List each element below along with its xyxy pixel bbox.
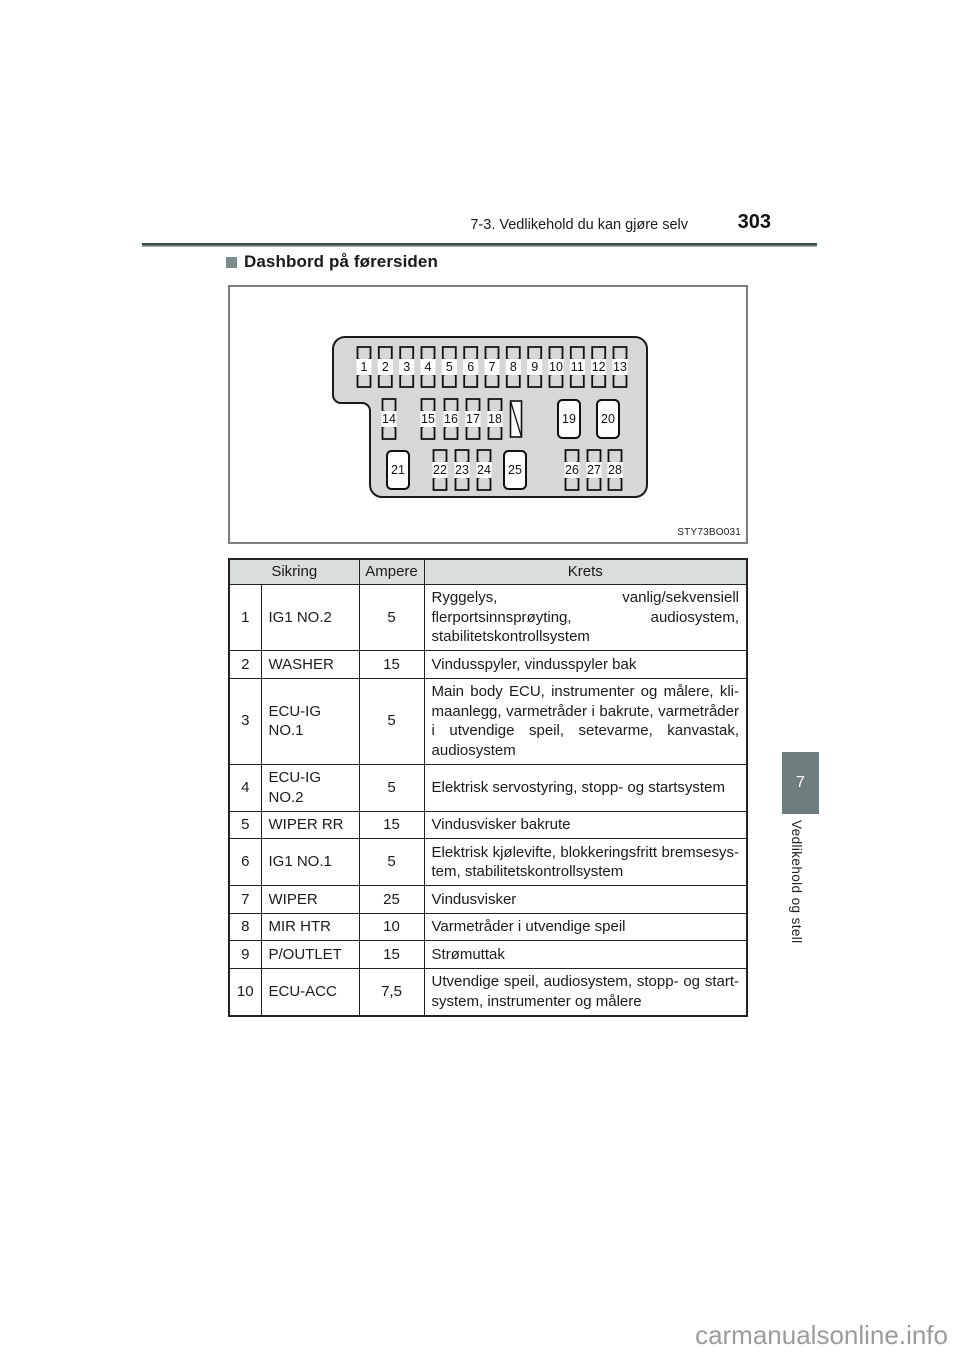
- fuse-name: WASHER: [261, 651, 359, 679]
- fuse-slot-number: 16: [444, 412, 458, 426]
- fuse-ampere: 25: [359, 886, 424, 914]
- fuse-slot-number: 13: [613, 360, 627, 374]
- table-row: [229, 968, 747, 1016]
- fuse-slot-number: 24: [477, 463, 491, 477]
- figure-code: STY73BO031: [677, 527, 741, 538]
- fuse-name: ECU-ACC: [261, 968, 359, 1016]
- fuse-ampere: 15: [359, 941, 424, 969]
- column-header-fuse: Sikring: [229, 559, 359, 584]
- fuse-slot-number: 22: [433, 463, 447, 477]
- fuse-name: WIPER RR: [261, 811, 359, 839]
- fuse-slot-number: 6: [467, 360, 475, 374]
- fuse-slot-number: 9: [531, 360, 539, 374]
- fuse-slot-19: [558, 400, 580, 438]
- fuse-ampere: 5: [359, 584, 424, 651]
- fuse-no: 7: [229, 886, 261, 914]
- fuse-slot-number: 18: [488, 412, 502, 426]
- fuse-slot-number: 14: [382, 412, 396, 426]
- chapter-number: 7: [796, 774, 805, 791]
- section-bullet-icon: [226, 257, 237, 268]
- fuse-no: 5: [229, 811, 261, 839]
- fuse-box-svg: [230, 287, 746, 542]
- table-row: [229, 941, 747, 969]
- section-heading-label: Dashbord på førersiden: [244, 252, 438, 271]
- table-row: [229, 764, 747, 811]
- running-header-title: 7-3. Vedlikehold du kan gjøre selv: [470, 217, 688, 233]
- table-row: [229, 839, 747, 886]
- fuse-slot-number: 23: [455, 463, 469, 477]
- table-row: [229, 811, 747, 839]
- fuse-slot-number: 3: [403, 360, 411, 374]
- fuse-slot-number: 17: [466, 412, 480, 426]
- fuse-ampere: 15: [359, 811, 424, 839]
- fuse-box-figure: [228, 285, 748, 544]
- column-header-circuit: Krets: [424, 559, 747, 584]
- header-divider: [142, 243, 817, 247]
- fuse-circuit: Varmetråder i utvendige speil: [424, 913, 747, 941]
- page-number: 303: [737, 211, 771, 233]
- fuse-circuit: Vindusvisker bakrute: [424, 811, 747, 839]
- fuse-name: IG1 NO.2: [261, 584, 359, 651]
- fuse-slot-number: 7: [488, 360, 496, 374]
- fuse-circuit: Elektrisk servostyring, stopp- og startsystem: [424, 764, 747, 811]
- fuse-slot-number: 4: [424, 360, 432, 374]
- fuse-name: IG1 NO.1: [261, 839, 359, 886]
- fuse-no: 9: [229, 941, 261, 969]
- fuse-slot-number: 28: [608, 463, 622, 477]
- fuse-slot-20: [597, 400, 619, 438]
- table-row: [229, 886, 747, 914]
- fuse-slot-number: 2: [381, 360, 389, 374]
- fuse-ampere: 7,5: [359, 968, 424, 1016]
- fuse-name: MIR HTR: [261, 913, 359, 941]
- fuse-slot-number: 1: [360, 360, 368, 374]
- fuse-slot-21: [387, 451, 409, 489]
- empty-fuse-slot: [511, 401, 522, 437]
- section-heading: [226, 252, 438, 272]
- fuse-circuit: Vindusspyler, vindusspyler bak: [424, 651, 747, 679]
- fuse-circuit: Strømuttak: [424, 941, 747, 969]
- fuse-slot-number: 26: [565, 463, 579, 477]
- fuse-ampere: 5: [359, 678, 424, 764]
- column-header-ampere: Ampere: [359, 559, 424, 584]
- table-row: [229, 913, 747, 941]
- fuse-name: P/OUTLET: [261, 941, 359, 969]
- fuse-slot-number: 5: [445, 360, 453, 374]
- fuse-slot-number: 20: [601, 412, 615, 426]
- fuse-slot-number: 25: [508, 463, 522, 477]
- fuse-no: 8: [229, 913, 261, 941]
- fuse-slot-number: 10: [549, 360, 563, 374]
- fuse-slot-number: 15: [421, 412, 435, 426]
- fuse-no: 4: [229, 764, 261, 811]
- watermark-text: carmanualsonline.info: [695, 1320, 948, 1350]
- fuse-no: 10: [229, 968, 261, 1016]
- fuse-no: 1: [229, 584, 261, 651]
- fuse-no: 3: [229, 678, 261, 764]
- fuse-table: [228, 558, 748, 1017]
- fuse-no: 2: [229, 651, 261, 679]
- fuse-slot-number: 19: [562, 412, 576, 426]
- fuse-ampere: 10: [359, 913, 424, 941]
- fuse-slot-number: 12: [591, 360, 606, 374]
- fuse-slot-number: 27: [587, 463, 601, 477]
- fuse-name: ECU-IG NO.2: [261, 764, 359, 811]
- fuse-ampere: 15: [359, 651, 424, 679]
- fuse-name: ECU-IG NO.1: [261, 678, 359, 764]
- fuse-circuit: Elektrisk kjølevifte, blokkeringsfritt bremsesystem, stabilitetskontrollsystem: [424, 839, 747, 886]
- table-row: [229, 651, 747, 679]
- fuse-slot-number: 11: [570, 360, 584, 374]
- fuse-circuit: Utvendige speil, audiosystem, stopp- og startsystem, instrumenter og målere: [424, 968, 747, 1016]
- table-row: [229, 678, 747, 764]
- fuse-no: 6: [229, 839, 261, 886]
- fuse-ampere: 5: [359, 764, 424, 811]
- table-header-row: [229, 559, 747, 584]
- fuse-circuit: Main body ECU, instrumenter og målere, klimaanlegg, varmetråder i bakrute, varmetråder i utvendige speil, setevarme, kanvastak, audiosystem: [424, 678, 747, 764]
- fuse-circuit: Vindusvisker: [424, 886, 747, 914]
- fuse-ampere: 5: [359, 839, 424, 886]
- chapter-tab: [782, 752, 819, 814]
- table-row: [229, 584, 747, 651]
- chapter-caption: Vedlikehold og stell: [789, 820, 804, 944]
- fuse-slot-number: 8: [509, 360, 517, 374]
- fuse-name: WIPER: [261, 886, 359, 914]
- fuse-slot-number: 21: [391, 463, 405, 477]
- fuse-slot-25: [504, 451, 526, 489]
- fuse-circuit: Ryggelys, vanlig/sekvensiell flerportsinnsprøyting, audiosystem, stabilitetskontrollsystem: [424, 584, 747, 651]
